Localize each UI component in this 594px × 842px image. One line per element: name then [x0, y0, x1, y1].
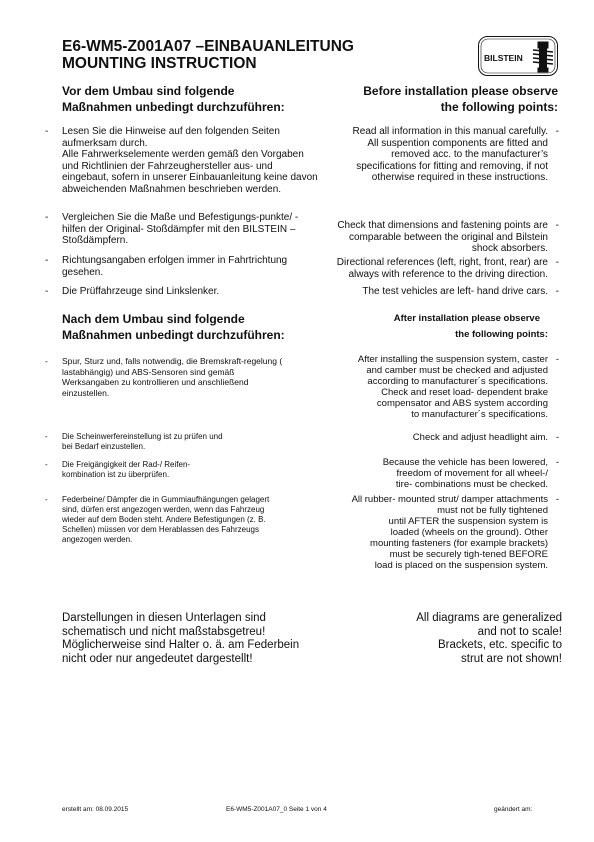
diagram-note-en: All diagrams are generalized and not to scale! Brackets, etc. specific to strut are not shown!: [416, 612, 562, 665]
footer-doc-page: E6-WM5-Z001A07_0 Seite 1 von 4: [226, 806, 327, 813]
section1-de-item: - Lesen Sie die Hinweise auf den folgenden Seiten aufmerksam durch. Alle Fahrwerkselemente werden gemäß den Vorgaben und Richtlinien der Fahrzeughersteller aus- und eingebaut, sofern in unserer Einbauanleitung keine davon abweichenden Maßnahmen beschrieben werden.: [45, 126, 318, 195]
section1-de-item: - Vergleichen Sie die Maße und Befestigungs-punkte/ -hilfen der Original- Stoßdämpfer mit den BILSTEIN – Stoßdämpfern.: [45, 212, 299, 246]
section1-en-heading-line1: Before installation please observe: [363, 84, 558, 98]
section1-en-item: Check that dimensions and fastening points are comparable between the original and Bilstein shock absorbers. -: [337, 220, 559, 254]
section2-en-item: All rubber- mounted strut/ damper attachments must not be fully tightened until AFTER the suspension system is loaded (wheels on the ground). Other mounting fasteners (for example brackets) must be securely tigh-tened BEFORE load is placed on the suspension system. -: [351, 494, 559, 571]
title-line-1: E6-WM5-Z001A07 –EINBAUANLEITUNG: [62, 38, 354, 55]
section2-de-item: - Spur, Sturz und, falls notwendig, die Bremskraft-regelung ( lastabhängig) und ABS-Sensoren sind gemäß Werksangaben zu kontrollieren und anschließend einzustellen.: [45, 356, 283, 398]
title-line-2: MOUNTING INSTRUCTION: [62, 55, 257, 72]
footer-created-date: erstellt am: 08.09.2015: [62, 806, 129, 813]
section1-en-item: Read all information in this manual carefully. All suspention components are fitted and removed acc. to the manufacturer’s specifications for fitting and removing, if not otherwise required in these instructions. -: [352, 126, 559, 183]
section2-en-heading-line1: After installation please observe: [393, 313, 540, 324]
section1-de-heading: Vor dem Umbau sind folgende Maßnahmen unbedingt durchzuführen:: [62, 84, 285, 114]
document-title: [62, 38, 354, 72]
section2-de-item: - Die Freigängigkeit der Rad-/ Reifen-kombination ist zu überprüfen.: [45, 460, 191, 479]
logo-text: BILSTEIN: [484, 53, 523, 63]
section2-en-item: After installing the suspension system, caster and camber must be checked and adjusted according to manufacturer´s specifications. Check and reset load- dependent brake compensator and ABS system according to manufacturer´s specifications. -: [357, 354, 559, 420]
section2-en-heading-line2: the following points:: [455, 329, 548, 340]
section1-en-item: The test vehicles are left- hand drive cars. -: [362, 286, 559, 297]
footer-changed-date: geändert am:: [494, 806, 533, 813]
section1-en-heading: [298, 83, 558, 115]
bilstein-logo: [478, 36, 558, 76]
section2-de-item: - Federbeine/ Dämpfer die in Gummiaufhängungen gelagert sind, dürfen erst angezogen werden, wenn das Fahrzeug wieder auf dem Boden steht. Andere Befestigungen (z. B. Schellen) müssen vor dem Herablassen des Fahrzeugs angezogen werden.: [45, 495, 270, 544]
section1-en-item: Directional references (left, right, front, rear) are always with reference to the driving direction. -: [336, 257, 559, 280]
section2-en-item: Check and adjust headlight aim. -: [412, 432, 559, 443]
section1-de-item: - Richtungsangaben erfolgen immer in Fahrtrichtung gesehen.: [45, 255, 288, 278]
section1-de-item: - Die Prüffahrzeuge sind Linkslenker.: [45, 286, 220, 297]
section2-en-item: Because the vehicle has been lowered, freedom of movement for all wheel-/ tire- combinations must be checked. -: [382, 457, 559, 490]
section1-en-heading-line2: the following points:: [440, 100, 558, 114]
section2-de-heading: Nach dem Umbau sind folgende Maßnahmen unbedingt durchzuführen:: [62, 312, 285, 342]
diagram-note-de: Darstellungen in diesen Unterlagen sind schematisch und nicht maßstabsgetreu! Möglicherweise sind Halter o. ä. am Federbein nicht oder nur angedeutet dargestellt!: [62, 612, 300, 665]
section2-en-heading: [298, 311, 548, 343]
section2-de-item: - Die Scheinwerfereinstellung ist zu prüfen und bei Bedarf einzustellen.: [45, 432, 223, 451]
